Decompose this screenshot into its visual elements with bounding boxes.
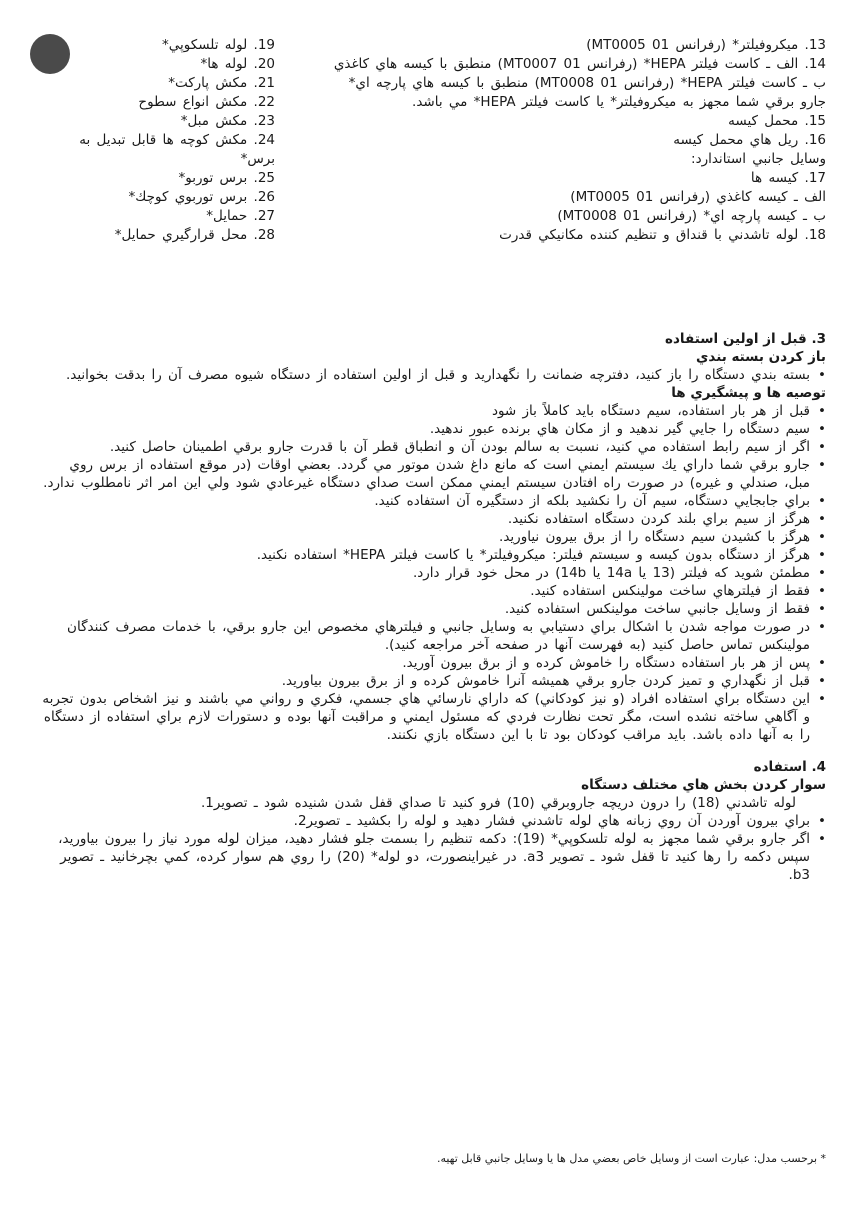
list-item: 23. مكش مبل* bbox=[180, 113, 275, 129]
tip-item: • سيم دستگاه را جايي گير ندهيد و از مكان هاي برنده عبور ندهيد. bbox=[41, 420, 826, 438]
tip-item: • براي جابجايي دستگاه، سيم آن را نكشيد بلكه از دستگيره آن استفاده كنيد. bbox=[41, 492, 826, 510]
list-item: ب ـ كاست فيلتر HEPA* (رفرانس MT0008 01) منطبق با كيسه هاي پارچه اي* bbox=[348, 75, 826, 91]
list-item: 18. لوله تاشدني با قنداق و تنظيم كننده مكانيكي قدرت bbox=[499, 227, 826, 243]
tip-item: • قبل از نگهداري و تميز كردن جارو برقي هميشه آنرا خاموش كرده و از برق بيرون بياوريد. bbox=[41, 672, 826, 690]
section-4-title: 4. استفاده bbox=[753, 759, 826, 775]
list-item: 20. لوله ها* bbox=[200, 56, 275, 72]
footnote: * برحسب مدل: عبارت است از وسايل خاص بعضي مدل ها يا وسايل جانبي قابل تهيه. bbox=[436, 1152, 826, 1165]
tip-item: • هرگز از سيم براي بلند كردن دستگاه استفاده نكنيد. bbox=[41, 510, 826, 528]
tip-item: • اگر از سيم رابط استفاده مي كنيد، نسبت به سالم بودن آن و انطباق قطر آن با قدرت جارو برقي اطمينان حاصل كنيد. bbox=[41, 438, 826, 456]
assemble-heading: سوار كردن بخش هاي مختلف دستگاه bbox=[581, 777, 826, 793]
list-item: 13. ميكروفيلتر* (رفرانس MT0005 01) bbox=[586, 37, 826, 53]
tip-item: • در صورت مواجه شدن با اشكال براي دستيابي به وسايل جانبي و فيلترهاي مخصوص اين جارو برقي، با خدمات مصرف كنندگان مولينكس تماس حاصل كنيد (به فهرست آنها در صفحه آخر مراجعه كنيد). bbox=[41, 618, 826, 654]
tip-item: • هرگز از دستگاه بدون كيسه و سيستم فيلتر: ميكروفيلتر* يا كاست فيلتر HEPA* استفاده نكنيد. bbox=[41, 546, 826, 564]
accessory-list-right bbox=[266, 36, 826, 245]
tip-item: • فقط از فيلترهاي ساخت مولينكس استفاده كنيد. bbox=[41, 582, 826, 600]
assemble-intro: لوله تاشدني (18) را درون دريچه جاروبرقي (10) فرو كنيد تا صداي قفل شدن شنيده شود ـ تصوير1. bbox=[200, 795, 796, 811]
section-3-title: 3. قبل از اولين استفاده bbox=[665, 331, 826, 347]
tip-item: • فقط از وسايل جانبي ساخت مولينكس استفاده كنيد. bbox=[41, 600, 826, 618]
list-item: 21. مكش پاركت* bbox=[168, 75, 275, 91]
list-item: 16. ريل هاي محمل كيسه bbox=[673, 132, 826, 148]
tip-item: • مطمئن شويد كه فيلتر (13 يا 14a يا 14b) در محل خود قرار دارد. bbox=[41, 564, 826, 582]
accessory-list-left bbox=[40, 36, 275, 245]
list-item: جارو برقي شما مجهز به ميكروفيلتر* يا كاست فيلتر HEPA* مي باشد. bbox=[412, 94, 826, 110]
unpack-text: • بسته بندي دستگاه را باز كنيد، دفترچه ضمانت را نگهداريد و قبل از اولين استفاده از دستگاه شيوه مصرف آن را بدقت بخوانيد. bbox=[41, 366, 826, 384]
list-item: 15. محمل كيسه bbox=[728, 113, 826, 129]
unpack-heading: باز كردن بسته بندي bbox=[696, 349, 826, 365]
list-item: الف ـ كيسه كاغذي (رفرانس MT0005 01) bbox=[570, 189, 826, 205]
tip-item: • هرگز با كشيدن سيم دستگاه را از برق بيرون نياوريد. bbox=[41, 528, 826, 546]
list-item: ب ـ كيسه پارچه اي* (رفرانس MT0008 01) bbox=[557, 208, 826, 224]
list-item: 17. كيسه ها bbox=[750, 170, 826, 186]
list-item: 14. الف ـ كاست فيلتر HEPA* (رفرانس MT0007 01) منطبق با كيسه هاي كاغذي bbox=[333, 56, 826, 72]
main-body bbox=[41, 330, 826, 884]
list-item: 19. لوله تلسكوپي* bbox=[162, 37, 275, 53]
list-item: 24. مكش كوچه ها قابل تبديل به برس* bbox=[79, 132, 275, 167]
tip-item: • پس از هر بار استفاده دستگاه را خاموش كرده و از برق بيرون آوريد. bbox=[41, 654, 826, 672]
list-item: وسايل جانبي استاندارد: bbox=[691, 151, 826, 167]
list-item: 22. مكش انواع سطوح bbox=[138, 94, 275, 110]
list-item: 25. برس توربو* bbox=[178, 170, 275, 186]
tip-item: • جارو برقي شما داراي يك سيستم ايمني است كه مانع داغ شدن موتور مي گردد. بعضي اوقات (در موقع استفاده از برس روي مبل، صندلي و غيره) در صورت راه افتادن سيستم ايمني ممكن است صداي دستگاه غيرعادي شود ولي اين امر اثر نامطلوب ندارد. bbox=[41, 456, 826, 492]
assemble-item: • اگر جارو برقي شما مجهز به لوله تلسكوپي* (19): دكمه تنظيم را بسمت جلو فشار دهيد، ميزان لوله مورد نياز را بيرون بياوريد، سپس دكمه را رها كنيد تا قفل شود ـ تصوير a3. در غيراينصورت، دو لوله* (20) را روي هم سوار كرده، كمي بچرخانيد ـ تصوير b3. bbox=[41, 830, 826, 884]
tip-item: • قبل از هر بار استفاده، سيم دستگاه بايد كاملاً باز شود bbox=[41, 402, 826, 420]
tips-heading: توصيه ها و پيشگيري ها bbox=[671, 385, 826, 401]
list-item: 28. محل قرارگيري حمايل* bbox=[114, 227, 275, 243]
tip-item: • اين دستگاه براي استفاده افراد (و نيز كودكاني) كه داراي نارسائي هاي جسمي، فكري و رواني مي باشند و نيز اشخاص بدون تجربه و آگاهي ساخته نشده است، مگر تحت نظارت فردي كه مسئول ايمني و مراقبت آنها بوده و دستورات لازم براي استفاده از دستگاه را به آنها داده باشد. بايد مراقب كودكان بود تا با اين دستگاه بازي نكنند. bbox=[41, 690, 826, 744]
list-item: 26. برس توربوي كوچك* bbox=[128, 189, 275, 205]
assemble-item: • براي بيرون آوردن آن روي زبانه هاي لوله تاشدني فشار دهيد و لوله را بكشيد ـ تصوير2. bbox=[41, 812, 826, 830]
list-item: 27. حمايل* bbox=[206, 208, 275, 224]
